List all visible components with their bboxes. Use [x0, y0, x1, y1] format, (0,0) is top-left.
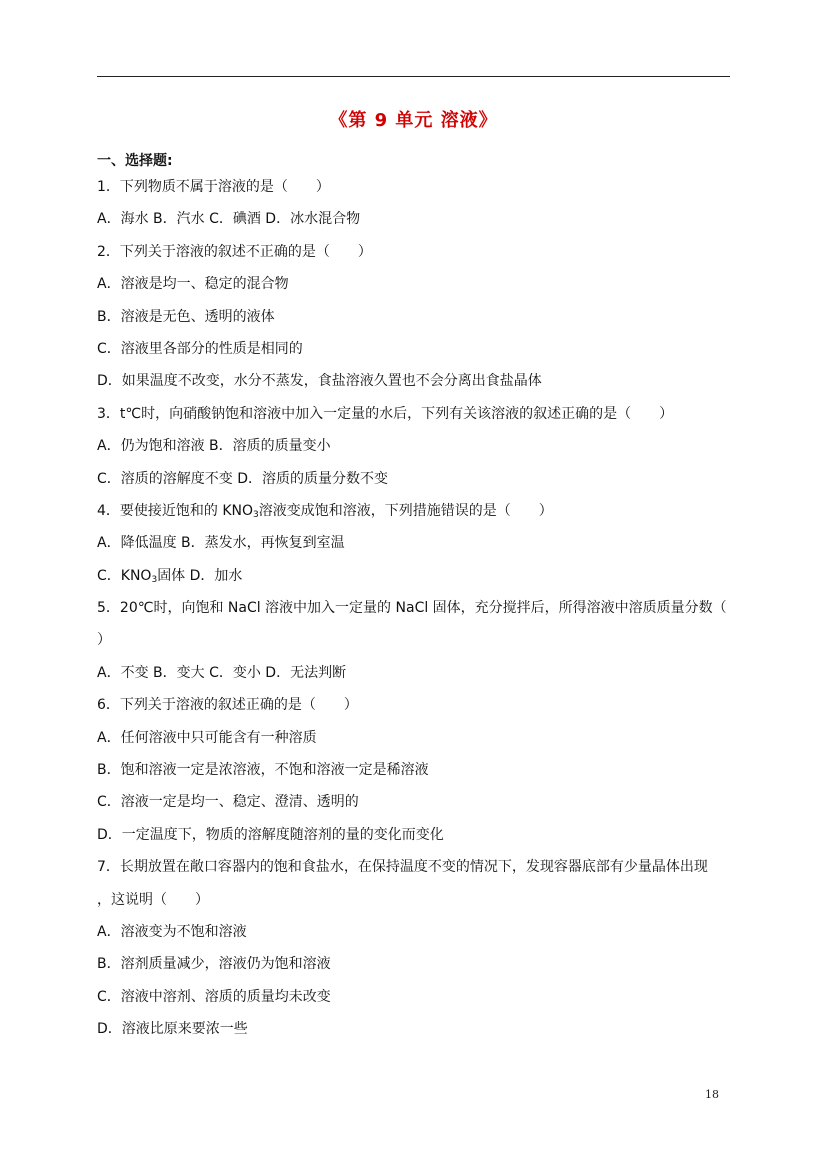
- q4-c-text-rest: 固体 D．加水: [157, 567, 243, 584]
- text-line: ）: [97, 632, 111, 649]
- text-line: 7．长期放置在敞口容器内的饱和食盐水，在保持温度不变的情况下，发现容器底部有少量晶体出现: [97, 859, 708, 876]
- q4-text: 4．要使接近饱和的 KNO: [97, 502, 254, 519]
- q4-c-text: C．KNO: [97, 567, 152, 584]
- text-line: 1．下列物质不属于溶液的是（ ）: [97, 179, 330, 195]
- text-line: 5．20℃时，向饱和 NaCl 溶液中加入一定量的 NaCl 固体，充分搅拌后，所得溶液中溶质质量分数（: [97, 600, 727, 617]
- text-line: A．溶液变为不饱和溶液: [97, 923, 247, 940]
- q4-c-subscript: 3: [151, 574, 158, 585]
- text-line: B．溶液是无色、透明的液体: [97, 308, 275, 325]
- text-line: D．溶液比原来要浓一些: [97, 1021, 248, 1038]
- text-line: 3．t℃时，向硝酸钠饱和溶液中加入一定量的水后，下列有关该溶液的叙述正确的是（ ）: [97, 405, 674, 422]
- text-line: 6．下列关于溶液的叙述正确的是（ ）: [97, 697, 358, 714]
- text-line: C．溶液里各部分的性质是相同的: [97, 340, 303, 357]
- text-line: A．海水 B．汽水 C．碘酒 D．冰水混合物: [97, 211, 361, 228]
- text-line: ，这说明（ ）: [97, 891, 209, 908]
- text-line: C．溶质的溶解度不变 D．溶质的质量分数不变: [97, 470, 389, 487]
- text-line: A．任何溶液中只可能含有一种溶质: [97, 729, 317, 746]
- text-line: A．降低温度 B．蒸发水，再恢复到室温: [97, 535, 345, 552]
- text-line: A．仍为饱和溶液 B．溶质的质量变小: [97, 438, 331, 455]
- section-heading: 一、选择题:: [97, 153, 173, 169]
- header-rule: [97, 76, 730, 77]
- text-line: 2．下列关于溶液的叙述不正确的是（ ）: [97, 243, 372, 260]
- text-line: A．溶液是均一、稳定的混合物: [97, 276, 289, 293]
- question-4-line: [97, 502, 737, 534]
- text-line: A．不变 B．变大 C．变小 D．无法判断: [97, 664, 347, 681]
- q4-option-c-line: [97, 567, 737, 599]
- page-number: 18: [705, 1088, 719, 1101]
- text-line: D．如果温度不改变，水分不蒸发，食盐溶液久置也不会分离出食盐晶体: [97, 373, 542, 390]
- text-line: D．一定温度下，物质的溶解度随溶剂的量的变化而变化: [97, 826, 444, 843]
- document-title: 《第 9 单元 溶液》: [329, 110, 498, 131]
- q4-subscript: 3: [253, 509, 259, 520]
- text-line: B．饱和溶液一定是浓溶液，不饱和溶液一定是稀溶液: [97, 762, 429, 779]
- q4-text-rest: 溶液变成饱和溶液，下列措施错误的是（ ）: [258, 502, 553, 519]
- text-line: C．溶液中溶剂、溶质的质量均未改变: [97, 988, 331, 1005]
- text-line: B．溶剂质量减少，溶液仍为饱和溶液: [97, 956, 331, 973]
- text-line: C．溶液一定是均一、稳定、澄清、透明的: [97, 794, 359, 811]
- question-list: [97, 178, 737, 1053]
